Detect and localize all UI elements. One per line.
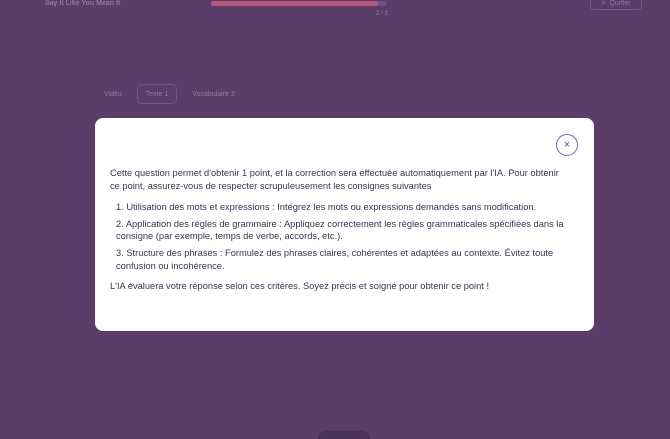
instructions-modal [95, 118, 594, 331]
progress-fill [211, 1, 378, 6]
close-icon: × [601, 0, 606, 7]
tab-texte-1[interactable]: Texte 1 [137, 84, 178, 104]
lesson-title: Say It Like You Mean It [45, 0, 121, 7]
modal-outro: L'IA évaluera votre réponse selon ces critères. Soyez précis et soigné pour obtenir ce point ! [110, 281, 490, 292]
modal-body [110, 167, 568, 293]
quit-button[interactable] [590, 0, 642, 10]
bottom-action-button[interactable] [318, 431, 370, 439]
modal-intro: Cette question permet d'obtenir 1 point, et la correction sera effectuée automatiquement par l'IA. Pour obtenir ce point, assurez-vous de respecter scrupuleusement les consignes suivantes [110, 168, 559, 191]
content-tabs [95, 84, 244, 104]
rule-item: 1. Utilisation des mots et expressions : Intégrez les mots ou expressions demandés sans modification. [116, 202, 537, 213]
progress-bar [211, 1, 387, 6]
tab-video[interactable]: Vidéo [104, 90, 122, 98]
rule-item: 3. Structure des phrases : Formulez des phrases claires, cohérentes et adaptées au contexte. Évitez toute confusion ou incohérence. [116, 247, 554, 271]
progress-count: 2 / 3 [376, 11, 388, 17]
quit-label: Quitter [609, 0, 631, 7]
rules-list [110, 201, 568, 272]
rule-item: 2. Application des règles de grammaire : Appliquez correctement les règles grammaticales spécifiées dans la consigne (par exemple, temps de verbe, accords, etc.). [116, 218, 564, 242]
close-icon: × [563, 138, 571, 151]
tab-vocabulaire-2[interactable]: Vocabulaire 2 [192, 90, 235, 98]
modal-close-button[interactable] [556, 134, 578, 156]
